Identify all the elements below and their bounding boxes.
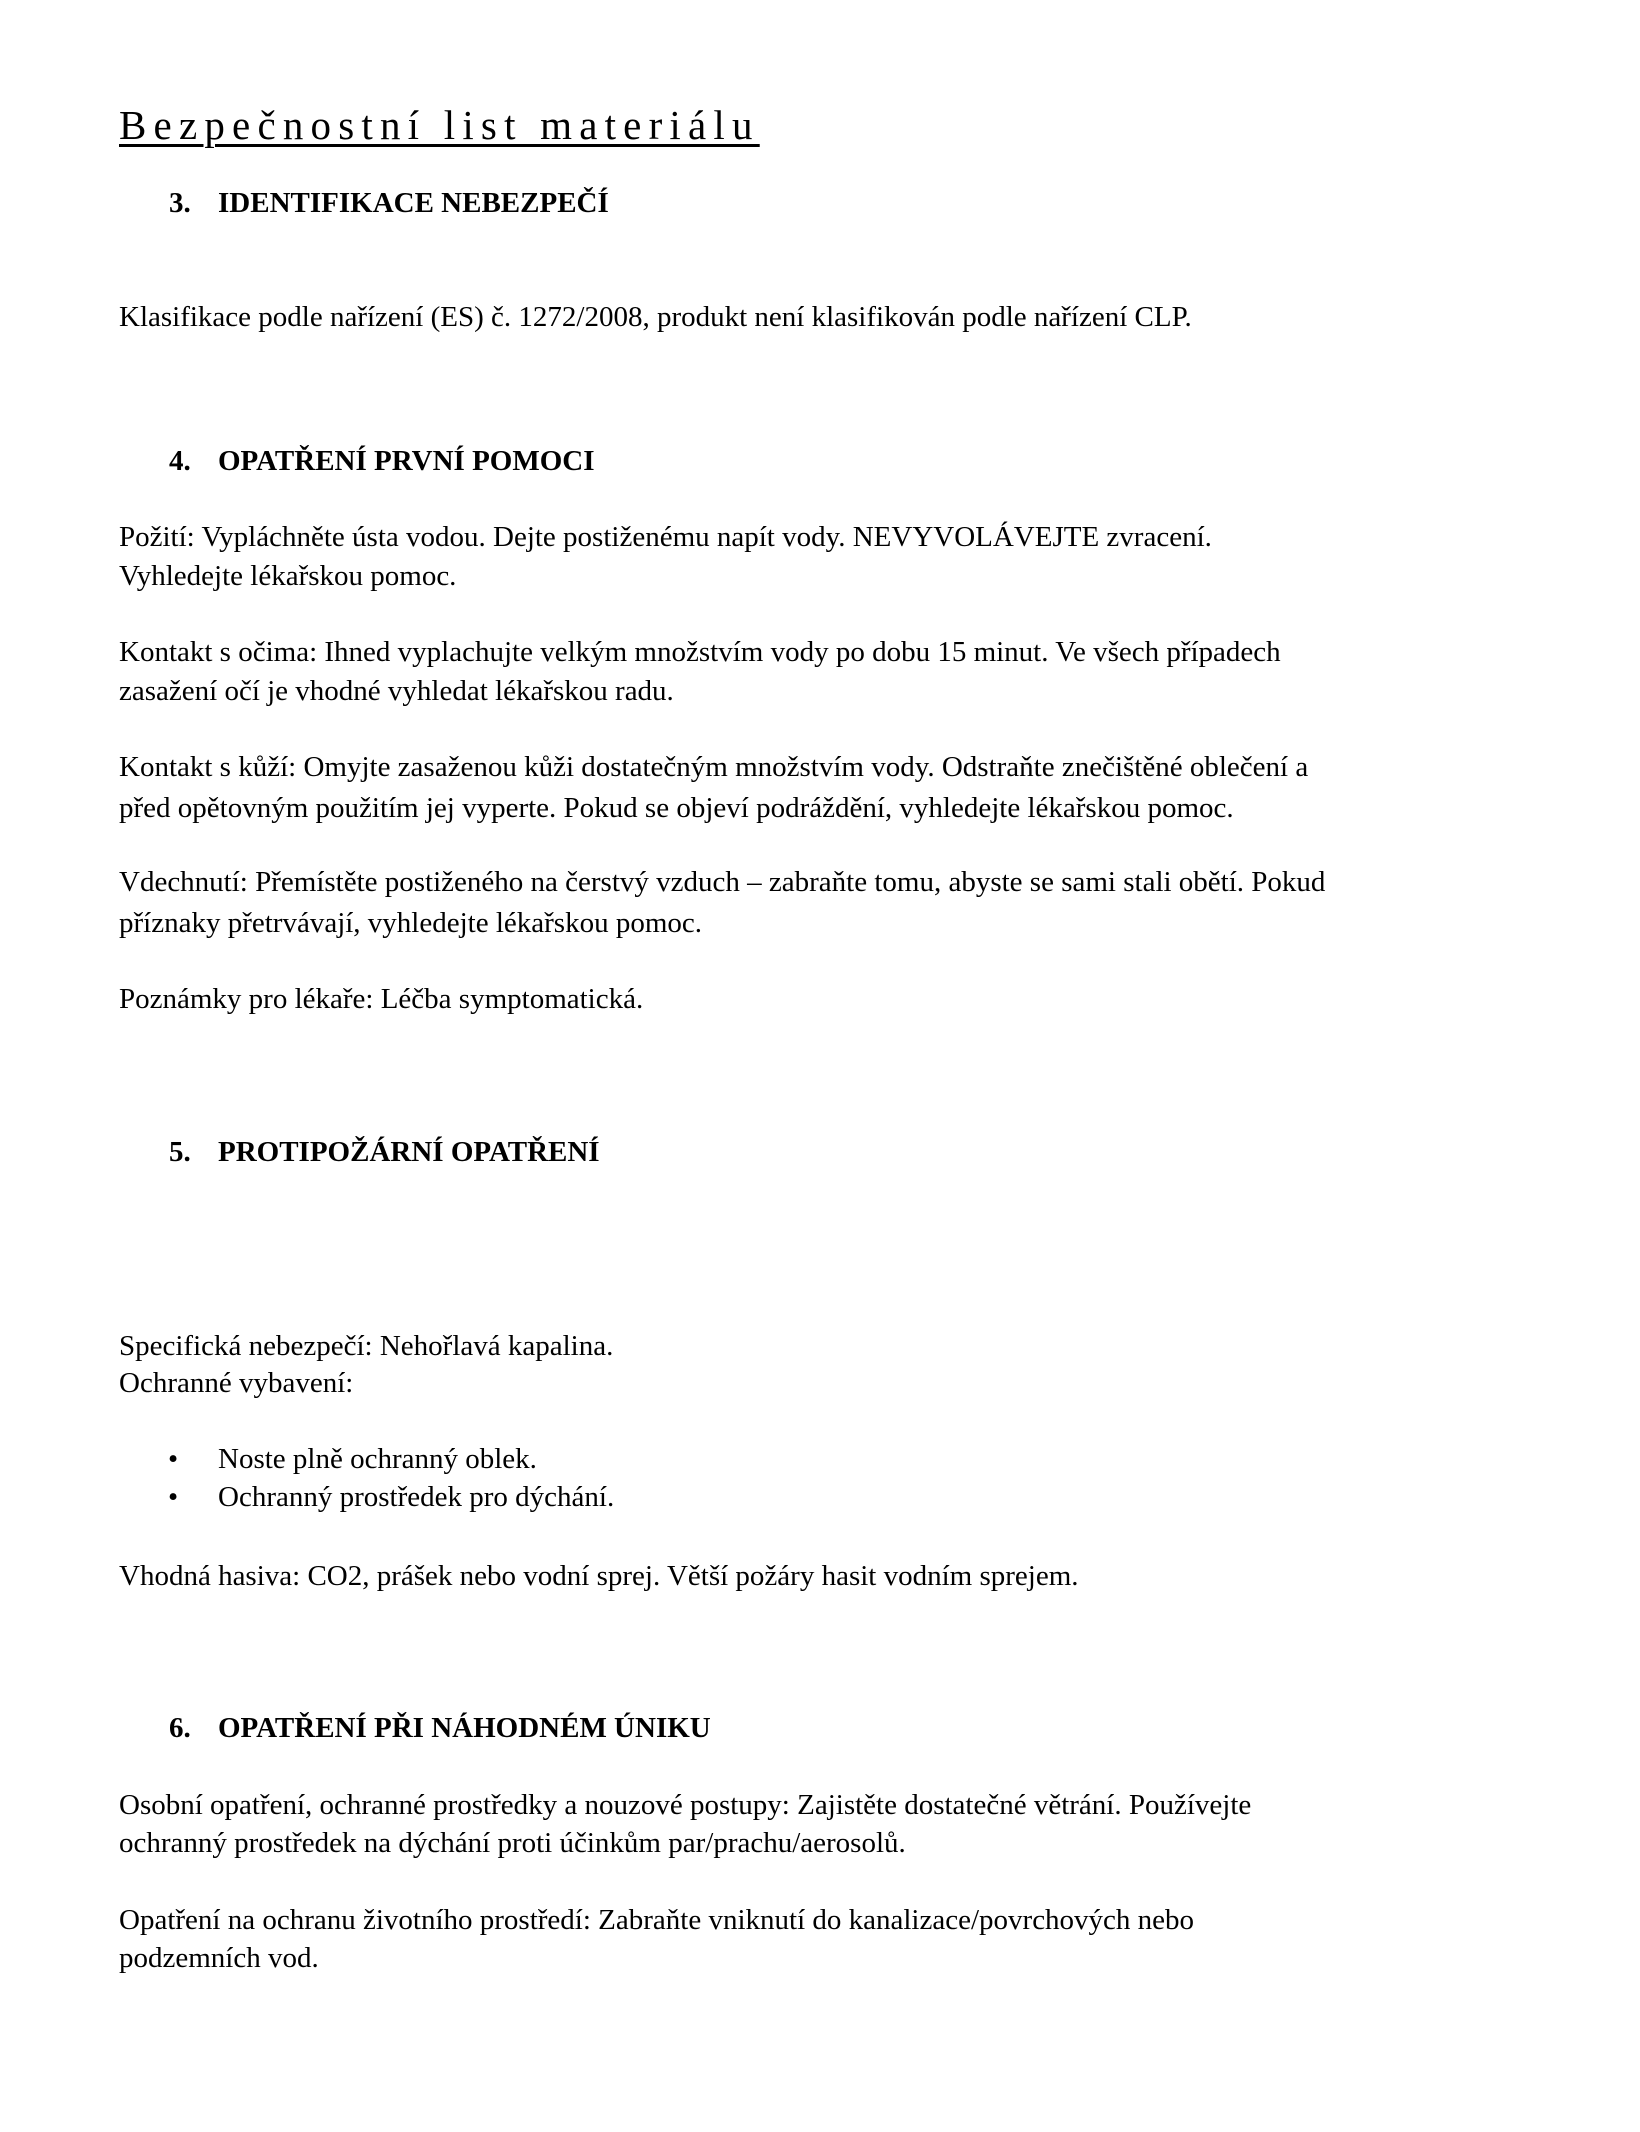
paragraph-line: Osobní opatření, ochranné prostředky a nouzové postupy: Zajistěte dostatečné větrání. Používejte xyxy=(119,1789,1252,1821)
paragraph-line: zasažení očí je vhodné vyhledat lékařskou radu. xyxy=(119,675,674,707)
paragraph-line: Kontakt s kůží: Omyjte zasaženou kůži dostatečným množstvím vody. Odstraňte znečištěné oblečení a xyxy=(119,751,1309,783)
document-title: Bezpečnostní list materiálu xyxy=(119,102,760,148)
paragraph-line: příznaky přetrvávají, vyhledejte lékařskou pomoc. xyxy=(119,907,703,939)
bullet-icon: • xyxy=(168,1443,179,1475)
paragraph-line: Ochranné vybavení: xyxy=(119,1367,354,1399)
paragraph-line: Vdechnutí: Přemístěte postiženého na čerstvý vzduch – zabraňte tomu, abyste se sami stali obětí. Pokud xyxy=(119,866,1326,898)
bullet-icon: • xyxy=(168,1481,179,1513)
paragraph-line: Poznámky pro lékaře: Léčba symptomatická. xyxy=(119,983,644,1015)
paragraph-line: podzemních vod. xyxy=(119,1942,319,1974)
paragraph-line: před opětovným použitím jej vyperte. Pokud se objeví podráždění, vyhledejte lékařskou pomoc. xyxy=(119,792,1234,824)
paragraph-line: Požití: Vypláchněte ústa vodou. Dejte postiženému napít vody. NEVYVOLÁVEJTE zvracení. xyxy=(119,521,1212,553)
section-4-number: 4. xyxy=(169,445,191,477)
paragraph-line: Vhodná hasiva: CO2, prášek nebo vodní sprej. Větší požáry hasit vodním sprejem. xyxy=(119,1560,1079,1592)
bullet-item: Ochranný prostředek pro dýchání. xyxy=(218,1481,615,1513)
section-6-number: 6. xyxy=(169,1712,191,1744)
paragraph-line: Kontakt s očima: Ihned vyplachujte velkým množstvím vody po dobu 15 minut. Ve všech případech xyxy=(119,636,1281,668)
paragraph-line: Klasifikace podle nařízení (ES) č. 1272/2008, produkt není klasifikován podle nařízení CLP. xyxy=(119,301,1192,333)
section-3-number: 3. xyxy=(169,187,191,219)
paragraph-line: Opatření na ochranu životního prostředí: Zabraňte vniknutí do kanalizace/povrchových nebo xyxy=(119,1904,1195,1936)
section-5-heading: PROTIPOŽÁRNÍ OPATŘENÍ xyxy=(218,1136,600,1168)
bullet-item: Noste plně ochranný oblek. xyxy=(218,1443,537,1475)
section-6-heading: OPATŘENÍ PŘI NÁHODNÉM ÚNIKU xyxy=(218,1712,711,1744)
section-3-heading: IDENTIFIKACE NEBEZPEČÍ xyxy=(218,187,609,219)
paragraph-line: Specifická nebezpečí: Nehořlavá kapalina. xyxy=(119,1330,614,1362)
section-5-number: 5. xyxy=(169,1136,191,1168)
section-4-heading: OPATŘENÍ PRVNÍ POMOCI xyxy=(218,445,595,477)
paragraph-line: Vyhledejte lékařskou pomoc. xyxy=(119,560,457,592)
paragraph-line: ochranný prostředek na dýchání proti účinkům par/prachu/aerosolů. xyxy=(119,1827,906,1859)
